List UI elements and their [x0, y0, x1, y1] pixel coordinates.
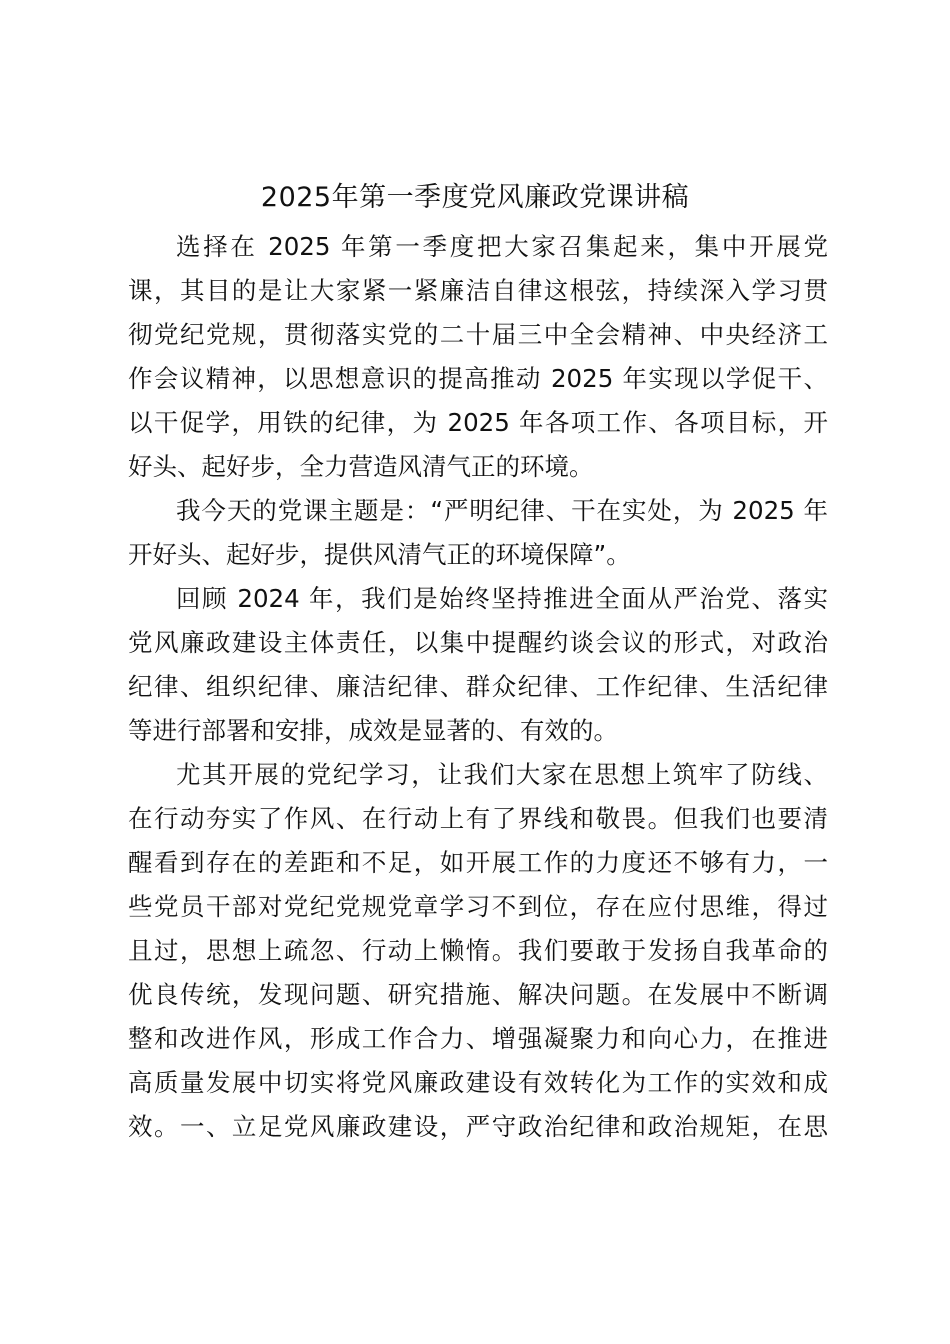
- text-line: 我今天的党课主题是：“严明纪律、干在实处，为 2025 年: [176, 496, 828, 525]
- text-line: 好头、起好步，全力营造风清气正的环境。: [128, 452, 594, 481]
- text-line: 党风廉政建设主体责任，以集中提醒约谈会议的形式，对政治: [128, 628, 828, 657]
- document-title: 2025年第一季度党风廉政党课讲稿: [260, 182, 690, 213]
- text-line: 以干促学，用铁的纪律，为 2025 年各项工作、各项目标，开: [128, 408, 828, 437]
- text-line: 整和改进作风，形成工作合力、增强凝聚力和向心力，在推进: [128, 1024, 828, 1053]
- paragraph-3: [128, 577, 828, 753]
- paragraph-4: [128, 753, 828, 1149]
- text-line: 纪律、组织纪律、廉洁纪律、群众纪律、工作纪律、生活纪律: [128, 672, 828, 701]
- text-line: 且过，思想上疏忽、行动上懒惰。我们要敢于发扬自我革命的: [128, 936, 828, 965]
- paragraph-2: [128, 489, 828, 577]
- text-line: 些党员干部对党纪党规党章学习不到位，存在应付思维，得过: [128, 892, 828, 921]
- text-line: 选择在 2025 年第一季度把大家召集起来，集中开展党: [176, 232, 828, 261]
- text-line: 效。一、立足党风廉政建设，严守政治纪律和政治规矩，在思: [128, 1112, 828, 1141]
- text-line: 回顾 2024 年，我们是始终坚持推进全面从严治党、落实: [176, 584, 828, 613]
- text-line: 作会议精神，以思想意识的提高推动 2025 年实现以学促干、: [128, 364, 828, 393]
- document-body: [128, 225, 828, 1149]
- text-line: 课，其目的是让大家紧一紧廉洁自律这根弦，持续深入学习贯: [128, 276, 828, 305]
- text-line: 开好头、起好步，提供风清气正的环境保障”。: [128, 540, 631, 569]
- text-line: 在行动夯实了作风、在行动上有了界线和敬畏。但我们也要清: [128, 804, 828, 833]
- text-line: 等进行部署和安排，成效是显著的、有效的。: [128, 716, 618, 745]
- text-line: 优良传统，发现问题、研究措施、解决问题。在发展中不断调: [128, 980, 828, 1009]
- text-line: 醒看到存在的差距和不足，如开展工作的力度还不够有力，一: [128, 848, 828, 877]
- text-line: 彻党纪党规，贯彻落实党的二十届三中全会精神、中央经济工: [128, 320, 828, 349]
- paragraph-1: [128, 225, 828, 489]
- text-line: 尤其开展的党纪学习，让我们大家在思想上筑牢了防线、: [176, 760, 828, 789]
- text-line: 高质量发展中切实将党风廉政建设有效转化为工作的实效和成: [128, 1068, 828, 1097]
